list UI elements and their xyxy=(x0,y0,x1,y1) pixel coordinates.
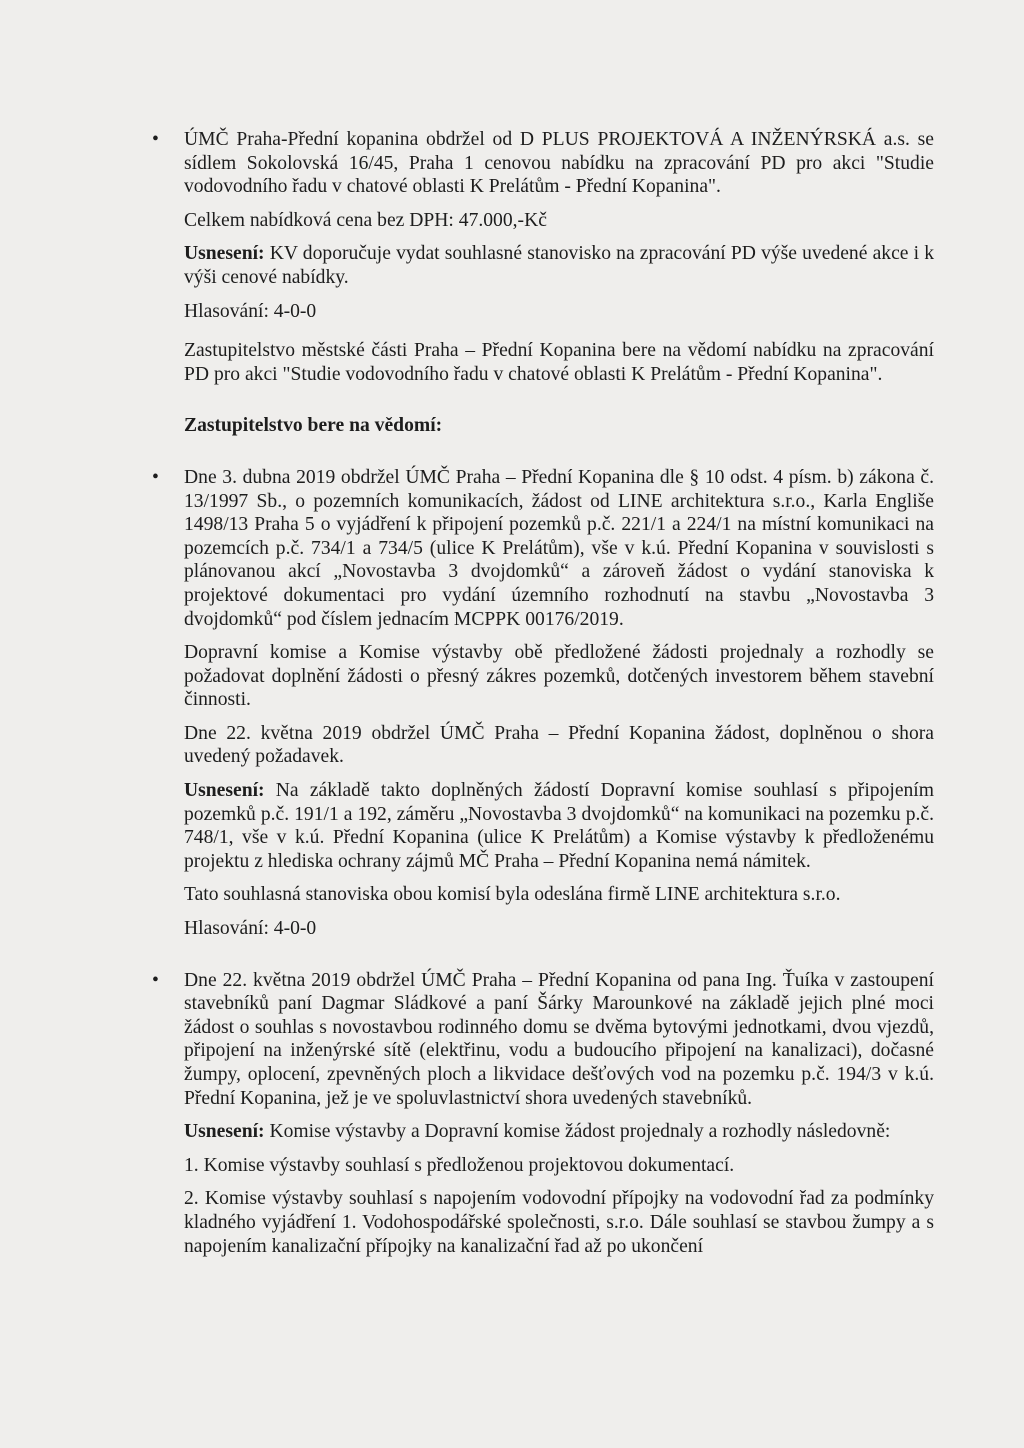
item2-vote: Hlasování: 4-0-0 xyxy=(184,918,317,940)
item2-intro-text: Dne 3. dubna 2019 obdržel ÚMČ Praha – Přední Kopanina dle § 10 odst. 4 písm. b) zákona č. 13/1997 Sb., o pozemních komunikacích, žádost od LINE architektura s.r.o., Karla Engliše 1498/13 Praha 5 o vyjádření k připojení pozemků p.č. 221/1 a 224/1 na místní komunikaci na pozemcích p.č. 734/1 a 734/5 (ulice K Prelátům), vše v k.ú. Přední Kopanina v souvislosti s plánovanou akcí „Novostavba 3 dvojdomků“ a zároveň žádost o vydání stanoviska k projektové dokumentaci pro vydání územního rozhodnutí na stavbu „Novostavba 3 dvojdomků“ pod číslem jednacím MCPPK 00176/2019. xyxy=(184,466,934,630)
item3-intro xyxy=(184,969,934,1111)
item1-intro-text: ÚMČ Praha-Přední kopanina obdržel od D PLUS PROJEKTOVÁ A INŽENÝRSKÁ a.s. se sídlem Sokolovská 16/45, Praha 1 cenovou nabídku na zpracování PD pro akci "Studie vodovodního řadu v chatové oblasti K Prelátům - Přední Kopanina". xyxy=(184,129,934,198)
resolution-label: Usnesení: xyxy=(184,243,265,265)
section-heading: Zastupitelstvo bere na vědomí: xyxy=(184,415,443,437)
item1-resolution xyxy=(184,242,934,289)
item2-followup: Dne 22. května 2019 obdržel ÚMČ Praha – Přední Kopanina žádost, doplněnou o shora uvedený požadavek. xyxy=(184,722,934,768)
resolution-label: Usnesení: xyxy=(184,780,265,802)
resolution-text: KV doporučuje vydat souhlasné stanovisko na zpracování PD výše uvedené akce i k výši cenové nabídky. xyxy=(184,243,934,288)
item2-intro xyxy=(184,466,934,631)
bullet-icon xyxy=(152,128,159,152)
item1-council-note: Zastupitelstvo městské části Praha – Přední Kopanina bere na vědomí nabídku na zpracování PD pro akci "Studie vodovodního řadu v chatové oblasti K Prelátům - Přední Kopanina". xyxy=(184,340,934,385)
item2-resolution xyxy=(184,779,934,873)
item2-sent: Tato souhlasná stanoviska obou komisí byla odeslána firmě LINE architektura s.r.o. xyxy=(184,884,841,906)
item3-resolution xyxy=(184,1120,934,1144)
item3-intro-text: Dne 22. května 2019 obdržel ÚMČ Praha – Přední Kopanina od pana Ing. Ťuíka v zastoupení stavebníků paní Dagmar Sládkové a paní Šárky Marounkové na základě jejich plné moci žádost o souhlas s novostavbou rodinného domu se dvěma bytovými jednotkami, dvou vjezdů, připojení na inženýrské sítě (elektřinu, vodu a budoucího připojení na kanalizaci), dočasné žumpy, oplocení, zpevněných ploch a likvidace dešťových vod na pozemku p.č. 194/3 v k.ú. Přední Kopanina, jež je ve spoluvlastnictví shora uvedených stavebníků. xyxy=(184,969,934,1109)
document-body xyxy=(184,128,934,1258)
item1-vote: Hlasování: 4-0-0 xyxy=(184,300,317,322)
item1-price: Celkem nabídková cena bez DPH: 47.000,-Kč xyxy=(184,209,547,231)
resolution-text: Komise výstavby a Dopravní komise žádost projednaly a rozhodly následovně: xyxy=(264,1121,891,1143)
item1-intro xyxy=(184,128,934,199)
item3-point2: 2. Komise výstavby souhlasí s napojením vodovodní přípojky na vodovodní řad za podmínky kladného vyjádření 1. Vodohospodářské společnosti, s.r.o. Dále souhlasí se stavbou žumpy a s napojením kanalizační přípojky na kanalizační řad až po ukončení xyxy=(184,1188,934,1257)
resolution-text: Na základě takto doplněných žádostí Dopravní komise souhlasí s připojením pozemků p.č. 191/1 a 192, záměru „Novostavba 3 dvojdomků“ na komunikaci na pozemku p.č. 748/1, vše v k.ú. Přední Kopanina (ulice K Prelátům) a Komise výstavby k předloženému projektu z hlediska ochrany zájmů MČ Praha – Přední Kopanina nemá námitek. xyxy=(184,780,934,872)
resolution-label: Usnesení: xyxy=(184,1121,265,1143)
bullet-icon xyxy=(152,969,159,993)
item3-point1: 1. Komise výstavby souhlasí s předloženou projektovou dokumentací. xyxy=(184,1154,735,1176)
item2-commissions: Dopravní komise a Komise výstavby obě předložené žádosti projednaly a rozhodly se požadovat doplnění žádosti o přesný zákres pozemků, dotčených investorem během stavební činnosti. xyxy=(184,642,934,711)
bullet-icon xyxy=(152,466,159,490)
